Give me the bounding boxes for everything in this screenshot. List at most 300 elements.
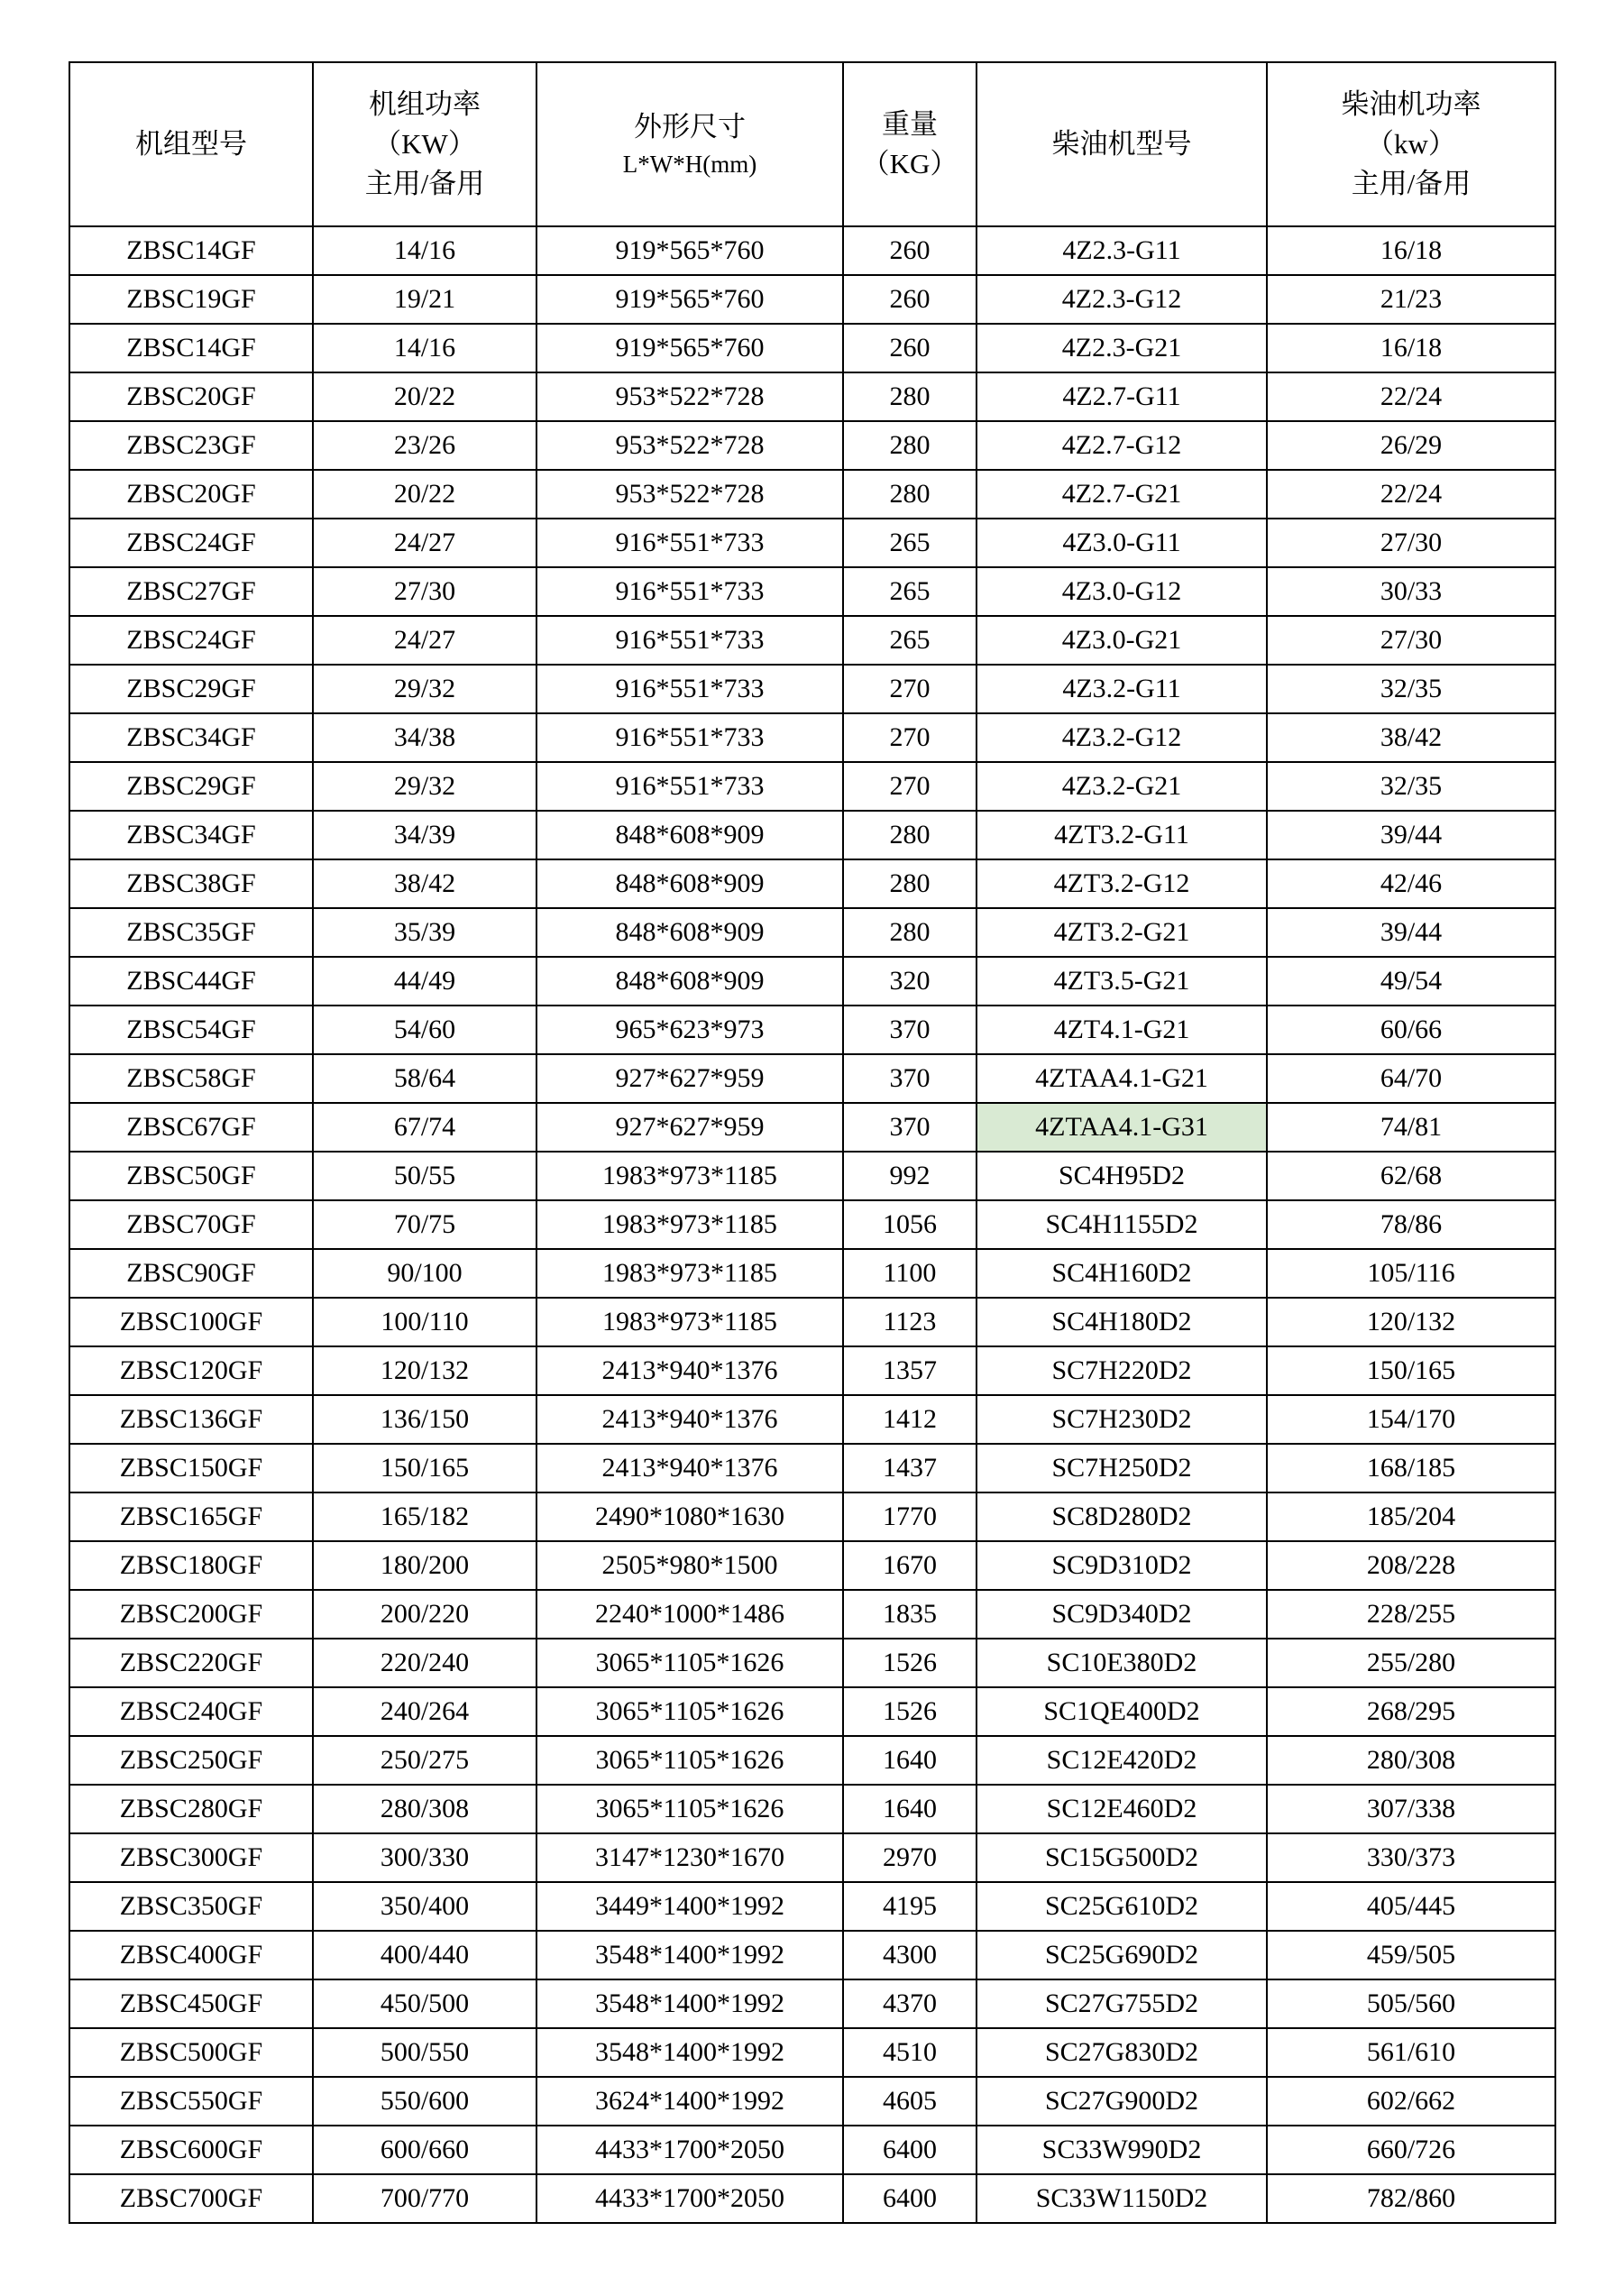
table-cell: 280/308 bbox=[1267, 1736, 1555, 1785]
table-cell: 208/228 bbox=[1267, 1541, 1555, 1590]
table-row bbox=[69, 908, 1555, 957]
table-cell: 916*551*733 bbox=[536, 567, 843, 616]
table-row bbox=[69, 1736, 1555, 1785]
table-row bbox=[69, 713, 1555, 762]
table-cell: 2413*940*1376 bbox=[536, 1346, 843, 1395]
table-cell: 16/18 bbox=[1267, 324, 1555, 372]
table-cell: SC4H180D2 bbox=[977, 1298, 1267, 1346]
table-cell: ZBSC14GF bbox=[69, 324, 313, 372]
table-cell: 953*522*728 bbox=[536, 470, 843, 519]
table-cell: 4Z3.2-G21 bbox=[977, 762, 1267, 811]
table-cell: ZBSC180GF bbox=[69, 1541, 313, 1590]
column-header-line: 主用/备用 bbox=[364, 168, 485, 199]
table-cell: 228/255 bbox=[1267, 1590, 1555, 1639]
table-cell: ZBSC550GF bbox=[69, 2077, 313, 2126]
table-cell: 1983*973*1185 bbox=[536, 1298, 843, 1346]
table-cell: 265 bbox=[843, 616, 977, 665]
table-cell: 62/68 bbox=[1267, 1152, 1555, 1200]
table-cell: 26/29 bbox=[1267, 421, 1555, 470]
table-cell: ZBSC70GF bbox=[69, 1200, 313, 1249]
table-cell: 4Z2.3-G21 bbox=[977, 324, 1267, 372]
table-cell: 64/70 bbox=[1267, 1054, 1555, 1103]
table-cell: 1056 bbox=[843, 1200, 977, 1249]
table-cell: 74/81 bbox=[1267, 1103, 1555, 1152]
table-cell: 4Z2.3-G11 bbox=[977, 226, 1267, 275]
table-cell: 3548*1400*1992 bbox=[536, 1931, 843, 1979]
table-cell: 50/55 bbox=[313, 1152, 536, 1200]
table-cell: 992 bbox=[843, 1152, 977, 1200]
table-cell: 34/39 bbox=[313, 811, 536, 859]
table-row bbox=[69, 1639, 1555, 1687]
table-cell: ZBSC29GF bbox=[69, 762, 313, 811]
table-cell: ZBSC20GF bbox=[69, 372, 313, 421]
table-row bbox=[69, 1541, 1555, 1590]
table-cell: 280 bbox=[843, 811, 977, 859]
table-cell: 280 bbox=[843, 421, 977, 470]
table-row bbox=[69, 2126, 1555, 2174]
table-cell: ZBSC58GF bbox=[69, 1054, 313, 1103]
table-cell: 2240*1000*1486 bbox=[536, 1590, 843, 1639]
table-row bbox=[69, 811, 1555, 859]
table-cell: 34/38 bbox=[313, 713, 536, 762]
table-row bbox=[69, 957, 1555, 1006]
table-cell: ZBSC220GF bbox=[69, 1639, 313, 1687]
table-cell: 782/860 bbox=[1267, 2174, 1555, 2223]
table-cell: ZBSC240GF bbox=[69, 1687, 313, 1736]
table-cell: SC7H230D2 bbox=[977, 1395, 1267, 1444]
table-cell: SC4H95D2 bbox=[977, 1152, 1267, 1200]
table-cell: ZBSC14GF bbox=[69, 226, 313, 275]
table-cell: SC7H250D2 bbox=[977, 1444, 1267, 1492]
table-cell: 4300 bbox=[843, 1931, 977, 1979]
table-row bbox=[69, 2028, 1555, 2077]
table-row bbox=[69, 324, 1555, 372]
table-cell: 3065*1105*1626 bbox=[536, 1687, 843, 1736]
table-cell: 3449*1400*1992 bbox=[536, 1882, 843, 1931]
table-cell: 20/22 bbox=[313, 372, 536, 421]
table-cell: 916*551*733 bbox=[536, 616, 843, 665]
column-header-0 bbox=[69, 62, 313, 226]
table-cell: SC4H1155D2 bbox=[977, 1200, 1267, 1249]
table-cell: 1770 bbox=[843, 1492, 977, 1541]
column-header-line: 外形尺寸 bbox=[634, 110, 746, 142]
table-row bbox=[69, 1006, 1555, 1054]
table-cell: 180/200 bbox=[313, 1541, 536, 1590]
table-cell: 90/100 bbox=[313, 1249, 536, 1298]
table-cell: 700/770 bbox=[313, 2174, 536, 2223]
table-cell: 848*608*909 bbox=[536, 859, 843, 908]
table-row bbox=[69, 616, 1555, 665]
table-cell: 965*623*973 bbox=[536, 1006, 843, 1054]
table-cell: SC27G830D2 bbox=[977, 2028, 1267, 2077]
table-cell: 3548*1400*1992 bbox=[536, 2028, 843, 2077]
table-cell: 19/21 bbox=[313, 275, 536, 324]
table-cell: 29/32 bbox=[313, 762, 536, 811]
table-row bbox=[69, 1687, 1555, 1736]
table-cell: 600/660 bbox=[313, 2126, 536, 2174]
table-cell: 32/35 bbox=[1267, 762, 1555, 811]
table-row bbox=[69, 1882, 1555, 1931]
table-cell: 602/662 bbox=[1267, 2077, 1555, 2126]
column-header-line: 机组功率 bbox=[369, 87, 481, 120]
table-cell: 265 bbox=[843, 567, 977, 616]
table-cell: ZBSC50GF bbox=[69, 1152, 313, 1200]
table-cell: 29/32 bbox=[313, 665, 536, 713]
table-cell: 4605 bbox=[843, 2077, 977, 2126]
table-row bbox=[69, 1931, 1555, 1979]
table-cell: 927*627*959 bbox=[536, 1103, 843, 1152]
table-cell: ZBSC600GF bbox=[69, 2126, 313, 2174]
table-cell: SC33W990D2 bbox=[977, 2126, 1267, 2174]
table-cell: 500/550 bbox=[313, 2028, 536, 2077]
table-cell: 953*522*728 bbox=[536, 421, 843, 470]
table-cell: 268/295 bbox=[1267, 1687, 1555, 1736]
table-cell: 22/24 bbox=[1267, 470, 1555, 519]
table-cell: 280 bbox=[843, 908, 977, 957]
table-cell: 44/49 bbox=[313, 957, 536, 1006]
table-cell: 916*551*733 bbox=[536, 665, 843, 713]
column-header-1 bbox=[313, 62, 536, 226]
column-header-5 bbox=[1267, 62, 1555, 226]
table-cell: 848*608*909 bbox=[536, 811, 843, 859]
table-cell: ZBSC38GF bbox=[69, 859, 313, 908]
table-cell: SC9D310D2 bbox=[977, 1541, 1267, 1590]
table-cell: 136/150 bbox=[313, 1395, 536, 1444]
column-header-line: 柴油机功率 bbox=[1341, 87, 1481, 120]
table-cell: 270 bbox=[843, 713, 977, 762]
table-cell: 260 bbox=[843, 324, 977, 372]
table-cell: 4Z3.2-G11 bbox=[977, 665, 1267, 713]
table-cell: 4433*1700*2050 bbox=[536, 2174, 843, 2223]
column-header-line: 柴油机型号 bbox=[1051, 127, 1192, 160]
table-cell: 4433*1700*2050 bbox=[536, 2126, 843, 2174]
table-cell: ZBSC90GF bbox=[69, 1249, 313, 1298]
table-cell: 4ZT3.2-G12 bbox=[977, 859, 1267, 908]
table-cell: 49/54 bbox=[1267, 957, 1555, 1006]
table-cell: 561/610 bbox=[1267, 2028, 1555, 2077]
table-cell: ZBSC24GF bbox=[69, 519, 313, 567]
table-row bbox=[69, 470, 1555, 519]
column-header-line: 机组型号 bbox=[135, 127, 247, 160]
table-cell: 4Z2.3-G12 bbox=[977, 275, 1267, 324]
table-cell: 3624*1400*1992 bbox=[536, 2077, 843, 2126]
table-cell: 14/16 bbox=[313, 324, 536, 372]
column-header-2 bbox=[536, 62, 843, 226]
table-cell: 1123 bbox=[843, 1298, 977, 1346]
column-header-4 bbox=[977, 62, 1267, 226]
table-cell: 58/64 bbox=[313, 1054, 536, 1103]
table-cell: SC27G755D2 bbox=[977, 1979, 1267, 2028]
table-cell: 4Z3.0-G21 bbox=[977, 616, 1267, 665]
table-cell: 1670 bbox=[843, 1541, 977, 1590]
table-cell: 240/264 bbox=[313, 1687, 536, 1736]
table-cell: 4ZTAA4.1-G21 bbox=[977, 1054, 1267, 1103]
table-body bbox=[69, 226, 1555, 2223]
table-row bbox=[69, 1346, 1555, 1395]
table-cell: 67/74 bbox=[313, 1103, 536, 1152]
table-cell: ZBSC150GF bbox=[69, 1444, 313, 1492]
table-row bbox=[69, 859, 1555, 908]
table-row bbox=[69, 421, 1555, 470]
table-cell: 20/22 bbox=[313, 470, 536, 519]
table-cell: 953*522*728 bbox=[536, 372, 843, 421]
table-row bbox=[69, 1200, 1555, 1249]
table-cell: 39/44 bbox=[1267, 811, 1555, 859]
table-cell: 505/560 bbox=[1267, 1979, 1555, 2028]
table-cell: SC12E460D2 bbox=[977, 1785, 1267, 1833]
table-cell: SC27G900D2 bbox=[977, 2077, 1267, 2126]
table-cell: 1100 bbox=[843, 1249, 977, 1298]
table-cell: 2970 bbox=[843, 1833, 977, 1882]
table-cell: 919*565*760 bbox=[536, 226, 843, 275]
table-cell: 120/132 bbox=[313, 1346, 536, 1395]
table-cell: 370 bbox=[843, 1054, 977, 1103]
table-cell: 1526 bbox=[843, 1687, 977, 1736]
table-cell: 150/165 bbox=[1267, 1346, 1555, 1395]
table-cell: 3065*1105*1626 bbox=[536, 1785, 843, 1833]
table-cell: 250/275 bbox=[313, 1736, 536, 1785]
table-cell: 848*608*909 bbox=[536, 957, 843, 1006]
table-cell: 3065*1105*1626 bbox=[536, 1736, 843, 1785]
table-row bbox=[69, 1444, 1555, 1492]
table-cell: ZBSC54GF bbox=[69, 1006, 313, 1054]
table-cell: 260 bbox=[843, 275, 977, 324]
table-cell: 350/400 bbox=[313, 1882, 536, 1931]
table-cell: ZBSC67GF bbox=[69, 1103, 313, 1152]
table-cell: SC9D340D2 bbox=[977, 1590, 1267, 1639]
table-cell: 4370 bbox=[843, 1979, 977, 2028]
table-cell: 550/600 bbox=[313, 2077, 536, 2126]
table-cell: SC12E420D2 bbox=[977, 1736, 1267, 1785]
table-row bbox=[69, 1395, 1555, 1444]
column-header-line: 主用/备用 bbox=[1351, 168, 1472, 199]
table-cell: SC10E380D2 bbox=[977, 1639, 1267, 1687]
table-cell: 916*551*733 bbox=[536, 762, 843, 811]
table-cell: ZBSC200GF bbox=[69, 1590, 313, 1639]
table-row bbox=[69, 1785, 1555, 1833]
table-cell: 2413*940*1376 bbox=[536, 1444, 843, 1492]
table-cell: 370 bbox=[843, 1006, 977, 1054]
table-cell: SC33W1150D2 bbox=[977, 2174, 1267, 2223]
table-cell: 32/35 bbox=[1267, 665, 1555, 713]
table-cell: 120/132 bbox=[1267, 1298, 1555, 1346]
table-cell: 320 bbox=[843, 957, 977, 1006]
table-cell: 2505*980*1500 bbox=[536, 1541, 843, 1590]
table-cell: 1640 bbox=[843, 1736, 977, 1785]
table-cell: ZBSC250GF bbox=[69, 1736, 313, 1785]
table-cell: ZBSC450GF bbox=[69, 1979, 313, 2028]
table-row bbox=[69, 1103, 1555, 1152]
table-cell: 450/500 bbox=[313, 1979, 536, 2028]
column-header-line: （kw） bbox=[1366, 127, 1456, 160]
table-cell: 16/18 bbox=[1267, 226, 1555, 275]
column-header-3 bbox=[843, 62, 977, 226]
table-cell: 24/27 bbox=[313, 616, 536, 665]
table-cell: 307/338 bbox=[1267, 1785, 1555, 1833]
table-cell: ZBSC500GF bbox=[69, 2028, 313, 2077]
table-cell: ZBSC280GF bbox=[69, 1785, 313, 1833]
table-cell: 4Z3.0-G11 bbox=[977, 519, 1267, 567]
table-cell: 39/44 bbox=[1267, 908, 1555, 957]
table-cell: SC4H160D2 bbox=[977, 1249, 1267, 1298]
table-cell: 4ZT4.1-G21 bbox=[977, 1006, 1267, 1054]
column-header-line: （KG） bbox=[861, 148, 958, 179]
table-cell: 220/240 bbox=[313, 1639, 536, 1687]
table-cell: 3065*1105*1626 bbox=[536, 1639, 843, 1687]
table-row bbox=[69, 1979, 1555, 2028]
table-cell: ZBSC300GF bbox=[69, 1833, 313, 1882]
table-cell: 185/204 bbox=[1267, 1492, 1555, 1541]
table-row bbox=[69, 372, 1555, 421]
table-cell-highlighted: 4ZTAA4.1-G31 bbox=[977, 1103, 1267, 1152]
table-cell: ZBSC100GF bbox=[69, 1298, 313, 1346]
table-cell: 4510 bbox=[843, 2028, 977, 2077]
table-header bbox=[69, 62, 1555, 226]
table-row bbox=[69, 1054, 1555, 1103]
table-cell: 4Z3.0-G12 bbox=[977, 567, 1267, 616]
table-cell: 300/330 bbox=[313, 1833, 536, 1882]
table-cell: 916*551*733 bbox=[536, 713, 843, 762]
table-row bbox=[69, 2077, 1555, 2126]
table-cell: 4ZT3.2-G21 bbox=[977, 908, 1267, 957]
table-cell: 4ZT3.5-G21 bbox=[977, 957, 1267, 1006]
table-cell: 6400 bbox=[843, 2126, 977, 2174]
table-cell: 22/24 bbox=[1267, 372, 1555, 421]
table-row bbox=[69, 1249, 1555, 1298]
table-cell: 405/445 bbox=[1267, 1882, 1555, 1931]
table-cell: 2413*940*1376 bbox=[536, 1395, 843, 1444]
table-row bbox=[69, 226, 1555, 275]
table-cell: 260 bbox=[843, 226, 977, 275]
table-cell: 370 bbox=[843, 1103, 977, 1152]
table-row bbox=[69, 1492, 1555, 1541]
table-cell: 265 bbox=[843, 519, 977, 567]
table-row bbox=[69, 665, 1555, 713]
table-cell: 400/440 bbox=[313, 1931, 536, 1979]
table-cell: ZBSC136GF bbox=[69, 1395, 313, 1444]
table-cell: 4Z2.7-G11 bbox=[977, 372, 1267, 421]
table-cell: SC8D280D2 bbox=[977, 1492, 1267, 1541]
table-cell: SC15G500D2 bbox=[977, 1833, 1267, 1882]
table-cell: 38/42 bbox=[1267, 713, 1555, 762]
table-cell: 280/308 bbox=[313, 1785, 536, 1833]
generator-spec-table bbox=[69, 61, 1556, 2224]
table-cell: 105/116 bbox=[1267, 1249, 1555, 1298]
column-header-line: L*W*H(mm) bbox=[622, 150, 757, 178]
table-cell: 30/33 bbox=[1267, 567, 1555, 616]
table-cell: 1437 bbox=[843, 1444, 977, 1492]
table-row bbox=[69, 762, 1555, 811]
table-cell: 1357 bbox=[843, 1346, 977, 1395]
table-cell: 70/75 bbox=[313, 1200, 536, 1249]
table-cell: 3548*1400*1992 bbox=[536, 1979, 843, 2028]
table-cell: 270 bbox=[843, 665, 977, 713]
table-cell: ZBSC350GF bbox=[69, 1882, 313, 1931]
table-cell: 14/16 bbox=[313, 226, 536, 275]
table-cell: 1526 bbox=[843, 1639, 977, 1687]
table-row bbox=[69, 1590, 1555, 1639]
table-cell: ZBSC165GF bbox=[69, 1492, 313, 1541]
table-cell: 1640 bbox=[843, 1785, 977, 1833]
table-cell: 660/726 bbox=[1267, 2126, 1555, 2174]
table-cell: SC25G610D2 bbox=[977, 1882, 1267, 1931]
table-cell: 42/46 bbox=[1267, 859, 1555, 908]
table-cell: 23/26 bbox=[313, 421, 536, 470]
table-cell: 1983*973*1185 bbox=[536, 1152, 843, 1200]
table-row bbox=[69, 567, 1555, 616]
table-cell: 459/505 bbox=[1267, 1931, 1555, 1979]
table-header-row bbox=[69, 62, 1555, 226]
table-cell: 4195 bbox=[843, 1882, 977, 1931]
table-row bbox=[69, 519, 1555, 567]
table-row bbox=[69, 2174, 1555, 2223]
table-cell: 916*551*733 bbox=[536, 519, 843, 567]
table-cell: 200/220 bbox=[313, 1590, 536, 1639]
table-cell: SC7H220D2 bbox=[977, 1346, 1267, 1395]
table-cell: ZBSC35GF bbox=[69, 908, 313, 957]
table-cell: 1983*973*1185 bbox=[536, 1200, 843, 1249]
table-cell: 280 bbox=[843, 859, 977, 908]
table-cell: SC25G690D2 bbox=[977, 1931, 1267, 1979]
table-cell: ZBSC44GF bbox=[69, 957, 313, 1006]
table-cell: 4Z3.2-G12 bbox=[977, 713, 1267, 762]
table-cell: 1835 bbox=[843, 1590, 977, 1639]
table-cell: 280 bbox=[843, 470, 977, 519]
table-cell: 27/30 bbox=[1267, 519, 1555, 567]
table-cell: ZBSC23GF bbox=[69, 421, 313, 470]
table-cell: ZBSC34GF bbox=[69, 811, 313, 859]
column-header-line: （KW） bbox=[373, 127, 476, 160]
table-cell: 2490*1080*1630 bbox=[536, 1492, 843, 1541]
table-cell: 27/30 bbox=[313, 567, 536, 616]
table-cell: 1983*973*1185 bbox=[536, 1249, 843, 1298]
table-cell: 38/42 bbox=[313, 859, 536, 908]
table-cell: 280 bbox=[843, 372, 977, 421]
table-cell: 4ZT3.2-G11 bbox=[977, 811, 1267, 859]
table-cell: 3147*1230*1670 bbox=[536, 1833, 843, 1882]
table-cell: 60/66 bbox=[1267, 1006, 1555, 1054]
table-row bbox=[69, 1152, 1555, 1200]
table-cell: 4Z2.7-G21 bbox=[977, 470, 1267, 519]
table-cell: 6400 bbox=[843, 2174, 977, 2223]
table-cell: ZBSC120GF bbox=[69, 1346, 313, 1395]
table-cell: 848*608*909 bbox=[536, 908, 843, 957]
table-cell: 24/27 bbox=[313, 519, 536, 567]
table-cell: 54/60 bbox=[313, 1006, 536, 1054]
table-row bbox=[69, 275, 1555, 324]
table-row bbox=[69, 1298, 1555, 1346]
table-cell: 150/165 bbox=[313, 1444, 536, 1492]
table-cell: 165/182 bbox=[313, 1492, 536, 1541]
table-cell: ZBSC27GF bbox=[69, 567, 313, 616]
table-cell: 78/86 bbox=[1267, 1200, 1555, 1249]
table-cell: 1412 bbox=[843, 1395, 977, 1444]
table-cell: 919*565*760 bbox=[536, 275, 843, 324]
table-cell: 927*627*959 bbox=[536, 1054, 843, 1103]
table-cell: ZBSC19GF bbox=[69, 275, 313, 324]
table-cell: ZBSC34GF bbox=[69, 713, 313, 762]
table-row bbox=[69, 1833, 1555, 1882]
table-cell: ZBSC24GF bbox=[69, 616, 313, 665]
table-cell: 330/373 bbox=[1267, 1833, 1555, 1882]
table-cell: 255/280 bbox=[1267, 1639, 1555, 1687]
table-cell: 21/23 bbox=[1267, 275, 1555, 324]
table-cell: ZBSC29GF bbox=[69, 665, 313, 713]
table-cell: 919*565*760 bbox=[536, 324, 843, 372]
table-cell: 270 bbox=[843, 762, 977, 811]
table-cell: 154/170 bbox=[1267, 1395, 1555, 1444]
table-cell: 168/185 bbox=[1267, 1444, 1555, 1492]
